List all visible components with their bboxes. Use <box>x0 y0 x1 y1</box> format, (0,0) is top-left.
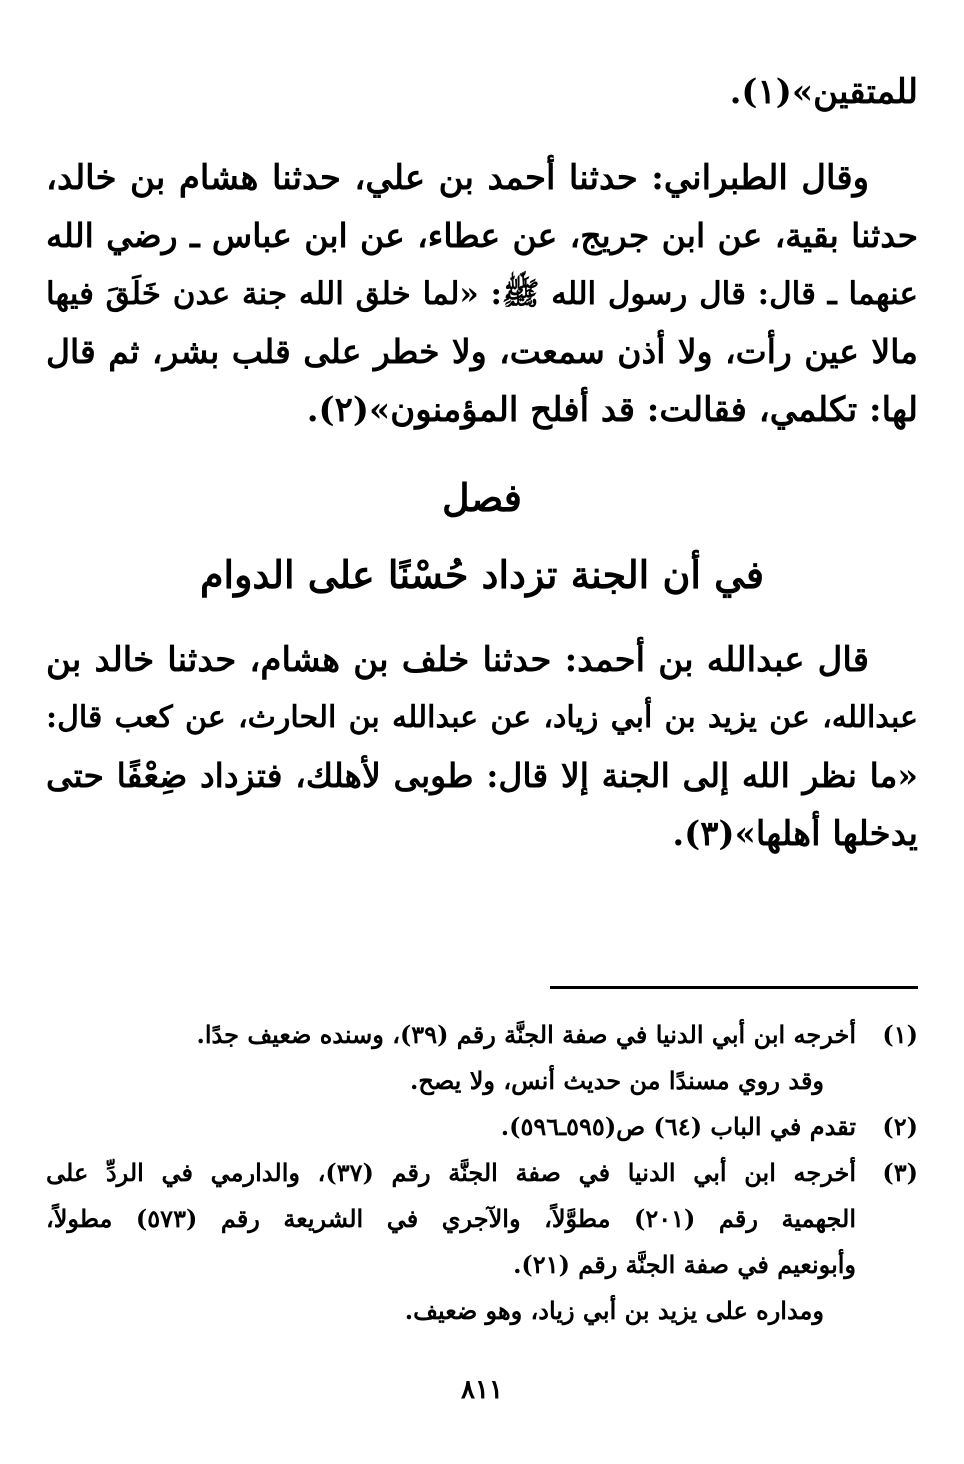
text-line: يدخلها أهلها»(٣). <box>672 814 918 854</box>
text-line: للمتقين»(١). <box>729 72 918 112</box>
text-line: قال عبدالله بن أحمد: حدثنا خلف بن هشام، حدثنا خالد بن <box>46 640 869 680</box>
footnote-separator <box>550 986 918 989</box>
text-line: عنهما ـ قال: قال رسول الله ﷺ: «لما خلق الله جنة عدن خَلَقَ فيها <box>46 276 918 312</box>
text-line: «ما نظر الله إلى الجنة إلا قال: طوبى لأهلك، فتزداد ضِعْفًا حتى <box>46 756 918 795</box>
footnote-line: وأبونعيم في صفة الجنَّة رقم (٢١). <box>513 1250 856 1279</box>
text-line: عبدالله، عن يزيد بن أبي زياد، عن عبدالله بن الحارث، عن كعب قال: <box>46 700 918 735</box>
footnote-line: وقد روي مسندًا من حديث أنس، ولا يصح. <box>410 1066 824 1095</box>
footnote-number: (١) <box>882 1020 918 1049</box>
text-line: لها: تكلمي، فقالت: قد أفلح المؤمنون»(٢). <box>306 390 918 430</box>
footnote-number: (٢) <box>882 1112 918 1141</box>
footnote-line: أخرجه ابن أبي الدنيا في صفة الجنَّة رقم (٣٩)، وسنده ضعيف جدًا. <box>196 1020 856 1049</box>
text-line: وقال الطبراني: حدثنا أحمد بن علي، حدثنا هشام بن خالد، <box>46 158 869 198</box>
section-label: فصل <box>442 475 522 520</box>
footnote-line: أخرجه ابن أبي الدنيا في صفة الجنَّة رقم (٣٧)، والدارمي في الردِّ على <box>46 1158 856 1187</box>
text-line: حدثنا بقية، عن ابن جريج، عن عطاء، عن ابن عباس ـ رضي الله <box>46 216 918 255</box>
footnote-line: تقدم في الباب (٦٤) ص(٥٩٥ـ٥٩٦). <box>500 1112 856 1141</box>
footnote-line: الجهمية رقم (٢٠١) مطوَّلاً، والآجري في الشريعة رقم (٥٧٣) مطولاً، <box>46 1204 857 1233</box>
section-title: في أن الجنة تزداد حُسْنًا على الدوام <box>199 552 764 597</box>
footnote-line: ومداره على يزيد بن أبي زياد، وهو ضعيف. <box>404 1296 824 1325</box>
footnote-number: (٣) <box>882 1158 918 1187</box>
text-line: مالا عين رأت، ولا أذن سمعت، ولا خطر على قلب بشر، ثم قال <box>46 332 918 371</box>
page-number: ٨١١ <box>461 1375 503 1405</box>
